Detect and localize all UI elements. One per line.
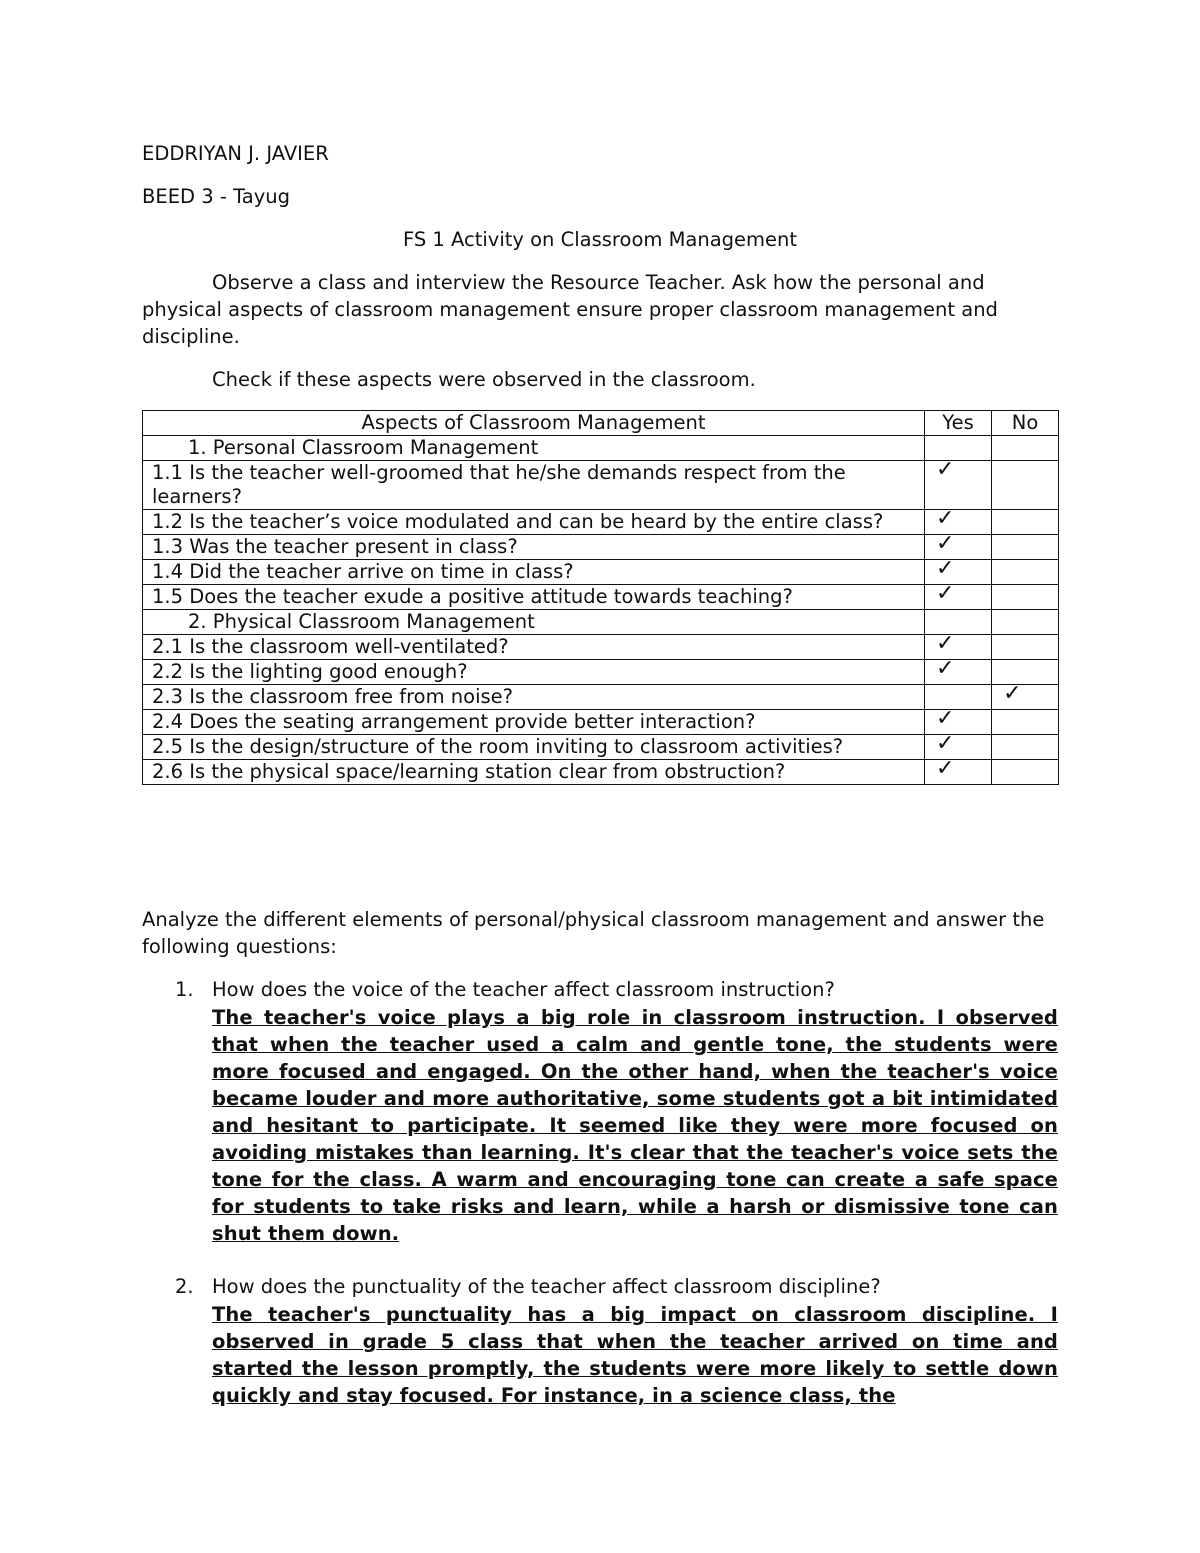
answer-text: The teacher's punctuality has a big impact on classroom discipline. I observed in grade 5 class that when the teacher arrived on time and started the lesson promptly, the students were more likely to settle down quickly and stay focused. For instance, in a science class, the: [212, 1303, 1058, 1407]
checkmark-icon: ✓: [935, 706, 955, 731]
table-header-row: [143, 411, 1059, 436]
aspect-text: 1.4 Did the teacher arrive on time in class?: [143, 560, 925, 585]
check-instruction: Check if these aspects were observed in the classroom.: [212, 368, 756, 391]
instructions-paragraph: Observe a class and interview the Resource Teacher. Ask how the personal and physical aspects of classroom management ensure proper classroom management and discipline.: [142, 271, 998, 348]
header-aspects: Aspects of Classroom Management: [143, 411, 925, 436]
checkmark-icon: ✓: [935, 731, 955, 756]
activity-title: FS 1 Activity on Classroom Management: [402, 228, 798, 251]
table-row: [143, 735, 1059, 760]
question-text: How does the punctuality of the teacher affect classroom discipline?: [212, 1275, 881, 1298]
aspect-text: 1.3 Was the teacher present in class?: [143, 535, 925, 560]
header-yes: Yes: [924, 411, 991, 436]
analysis-intro: Analyze the different elements of personal/physical classroom management and answer the following questions:: [142, 908, 1045, 958]
table-row: [143, 660, 1059, 685]
checkmark-icon: ✓: [935, 531, 955, 556]
section-row-physical: [143, 610, 1059, 635]
aspect-text: 1.5 Does the teacher exude a positive attitude towards teaching?: [143, 585, 925, 610]
table-row: [143, 461, 1059, 510]
checkmark-icon: ✓: [935, 506, 955, 531]
question-text: How does the voice of the teacher affect classroom instruction?: [212, 978, 835, 1001]
table-row: [143, 760, 1059, 785]
section-label: 1. Personal Classroom Management: [143, 436, 925, 461]
aspect-text: 2.1 Is the classroom well-ventilated?: [143, 635, 925, 660]
aspects-table: [142, 410, 1059, 785]
checkmark-icon: ✓: [935, 656, 955, 681]
answer-text: The teacher's voice plays a big role in classroom instruction. I observed that when the teacher used a calm and gentle tone, the students were more focused and engaged. On the other hand, when the teacher's voice became louder and more authoritative, some students got a bit intimidated and hesitant to participate. It seemed like they were more focused on avoiding mistakes than learning. It's clear that the teacher's voice sets the tone for the class. A warm and encouraging tone can create a safe space for students to take risks and learn, while a harsh or dismissive tone can shut them down.: [212, 1006, 1058, 1245]
checkmark-icon: ✓: [935, 556, 955, 581]
table-row: [143, 535, 1059, 560]
checkmark-icon: ✓: [1003, 681, 1022, 706]
section-row-personal: [143, 436, 1059, 461]
checkmark-icon: ✓: [935, 581, 955, 606]
aspect-text: 1.1 Is the teacher well-groomed that he/she demands respect from the learners?: [143, 461, 925, 510]
aspect-text: 2.6 Is the physical space/learning station clear from obstruction?: [143, 760, 925, 785]
question-number: 1.: [175, 978, 194, 1001]
aspect-text: 2.4 Does the seating arrangement provide better interaction?: [143, 710, 925, 735]
header-no: No: [992, 411, 1059, 436]
table-row: [143, 710, 1059, 735]
section-label: 2. Physical Classroom Management: [143, 610, 925, 635]
table-row: [143, 685, 1059, 710]
table-row: [143, 585, 1059, 610]
checkmark-icon: ✓: [935, 631, 955, 656]
table-row: [143, 510, 1059, 535]
student-name: EDDRIYAN J. JAVIER: [142, 142, 329, 165]
aspect-text: 2.5 Is the design/structure of the room inviting to classroom activities?: [143, 735, 925, 760]
aspect-text: 1.2 Is the teacher’s voice modulated and can be heard by the entire class?: [143, 510, 925, 535]
table-row: [143, 560, 1059, 585]
question-number: 2.: [175, 1275, 194, 1298]
checkmark-icon: ✓: [935, 457, 955, 482]
checkmark-icon: ✓: [935, 756, 955, 781]
table-row: [143, 635, 1059, 660]
aspect-text: 2.2 Is the lighting good enough?: [143, 660, 925, 685]
course-section: BEED 3 - Tayug: [142, 185, 290, 208]
aspect-text: 2.3 Is the classroom free from noise?: [143, 685, 925, 710]
